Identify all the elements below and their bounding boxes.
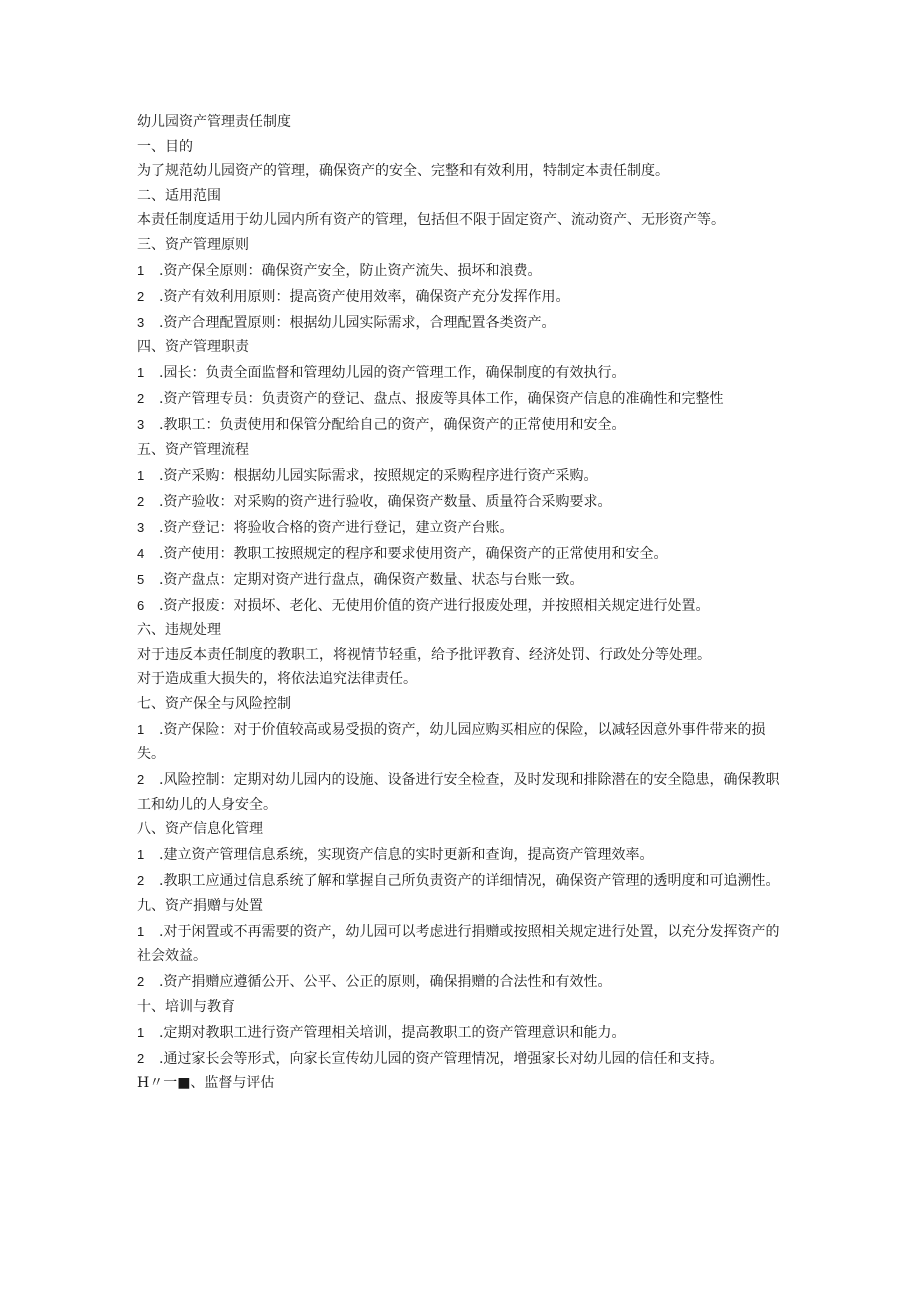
list-text: .资产报废：对损坏、老化、无使用价值的资产进行报废处理，并按照相关规定进行处置。 xyxy=(159,597,710,614)
section-heading-informatization: 八、资产信息化管理 xyxy=(137,821,263,837)
list-number: 1 xyxy=(137,365,145,380)
section-heading-scope: 二、适用范围 xyxy=(137,187,221,204)
list-number: 4 xyxy=(137,545,145,561)
list-item xyxy=(137,768,783,817)
list-text: .资产保险：对于价值较高或易受损的资产，幼儿园应购买相应的保险，以减轻因意外事件带来的损失。 xyxy=(137,721,766,762)
list-number: 1 xyxy=(137,467,145,483)
section-body-violations: 对于违反本责任制度的教职工，将视情节轻重，给予批评教育、经济处罚、行政处分等处理。 xyxy=(137,646,711,663)
list-text: .资产合理配置原则：根据幼儿园实际需求，合理配置各类资产。 xyxy=(159,314,556,331)
list-text: .通过家长会等形式，向家长宣传幼儿园的资产管理情况，增强家长对幼儿园的信任和支持。 xyxy=(159,1050,724,1067)
section-heading-violations: 六、违规处理 xyxy=(137,622,221,638)
list-item xyxy=(137,464,787,489)
section-heading-responsibilities: 四、资产管理职责 xyxy=(137,339,249,355)
section-heading-purpose: 一、目的 xyxy=(137,138,193,155)
list-number: 1 xyxy=(137,923,145,939)
list-number: 2 xyxy=(137,772,145,787)
list-number: 3 xyxy=(137,417,145,432)
list-number: 2 xyxy=(137,873,145,888)
document-page xyxy=(137,110,787,1096)
list-number: 1 xyxy=(137,847,145,862)
list-text: .风险控制：定期对幼儿园内的设施、设备进行安全检查，及时发现和排除潜在的安全隐患，确保教职工和幼儿的人身安全。 xyxy=(137,772,780,813)
list-text: .定期对教职工进行资产管理相关培训，提高教职工的资产管理意识和能力。 xyxy=(159,1024,626,1041)
section-heading-training: 十、培训与教育 xyxy=(137,998,235,1015)
list-text: .教职工应通过信息系统了解和掌握自己所负责资产的详细情况，确保资产管理的透明度和可追溯性。 xyxy=(159,873,780,889)
list-text: .资产验收：对采购的资产进行验收，确保资产数量、质量符合采购要求。 xyxy=(159,493,612,510)
list-item xyxy=(137,1021,787,1046)
list-text: .教职工：负责使用和保管分配给自己的资产，确保资产的正常使用和安全。 xyxy=(159,417,626,433)
list-number: 2 xyxy=(137,1050,145,1066)
list-item xyxy=(137,387,787,412)
list-number: 3 xyxy=(137,314,145,330)
section-body-purpose: 为了规范幼儿园资产的管理，确保资产的安全、完整和有效利用，特制定本责任制度。 xyxy=(137,163,669,179)
list-number: 1 xyxy=(137,262,145,278)
list-number: 5 xyxy=(137,571,145,587)
list-text: .资产盘点：定期对资产进行盘点，确保资产数量、状态与台账一致。 xyxy=(159,571,584,588)
list-number: 1 xyxy=(137,1024,145,1040)
document-title: 幼儿园资产管理责任制度 xyxy=(137,114,291,130)
list-item xyxy=(137,311,787,336)
list-item xyxy=(137,490,787,515)
list-item xyxy=(137,361,787,386)
list-number: 2 xyxy=(137,493,145,509)
list-text: .资产采购：根据幼儿园实际需求，按照规定的采购程序进行资产采购。 xyxy=(159,467,598,484)
list-item xyxy=(137,1047,787,1072)
list-item xyxy=(137,542,787,567)
section-heading-risk-control: 七、资产保全与风险控制 xyxy=(137,695,291,712)
list-text: .资产使用：教职工按照规定的程序和要求使用资产，确保资产的正常使用和安全。 xyxy=(159,545,668,562)
list-item xyxy=(137,869,783,894)
list-item xyxy=(137,718,783,767)
list-item xyxy=(137,970,787,995)
list-item xyxy=(137,259,787,284)
list-text: .资产保全原则：确保资产安全，防止资产流失、损坏和浪费。 xyxy=(159,262,542,279)
list-item xyxy=(137,594,787,619)
list-text: .对于闲置或不再需要的资产，幼儿园可以考虑进行捐赠或按照相关规定进行处置，以充分发挥资产的社会效益。 xyxy=(137,923,780,964)
list-number: 2 xyxy=(137,974,145,989)
list-item xyxy=(137,516,787,541)
list-item xyxy=(137,920,783,969)
section-body-violations-2: 对于造成重大损失的，将依法追究法律责任。 xyxy=(137,671,417,687)
list-text: .资产管理专员：负责资产的登记、盘点、报废等具体工作，确保资产信息的准确性和完整性 xyxy=(159,391,724,407)
section-heading-principles: 三、资产管理原则 xyxy=(137,236,249,253)
section-body-scope: 本责任制度适用于幼儿园内所有资产的管理，包括但不限于固定资产、流动资产、无形资产等。 xyxy=(137,212,725,228)
list-text: .资产登记：将验收合格的资产进行登记，建立资产台账。 xyxy=(159,519,514,536)
list-text: .建立资产管理信息系统，实现资产信息的实时更新和查询，提高资产管理效率。 xyxy=(159,847,654,863)
list-item xyxy=(137,843,787,868)
list-number: 3 xyxy=(137,519,145,535)
list-number: 2 xyxy=(137,391,145,406)
list-text: .资产捐赠应遵循公开、公平、公正的原则，确保捐赠的合法性和有效性。 xyxy=(159,974,612,990)
list-item xyxy=(137,413,787,438)
section-heading-process: 五、资产管理流程 xyxy=(137,441,249,458)
list-item xyxy=(137,285,787,310)
list-item xyxy=(137,568,787,593)
list-text: .园长：负责全面监督和管理幼儿园的资产管理工作，确保制度的有效执行。 xyxy=(159,365,626,381)
section-heading-supervision: H〃一■、监督与评估 xyxy=(137,1075,275,1091)
list-number: 6 xyxy=(137,597,145,613)
list-number: 1 xyxy=(137,721,145,737)
list-text: .资产有效利用原则：提高资产使用效率，确保资产充分发挥作用。 xyxy=(159,288,570,305)
list-number: 2 xyxy=(137,288,145,304)
section-heading-donation: 九、资产捐赠与处置 xyxy=(137,897,263,914)
